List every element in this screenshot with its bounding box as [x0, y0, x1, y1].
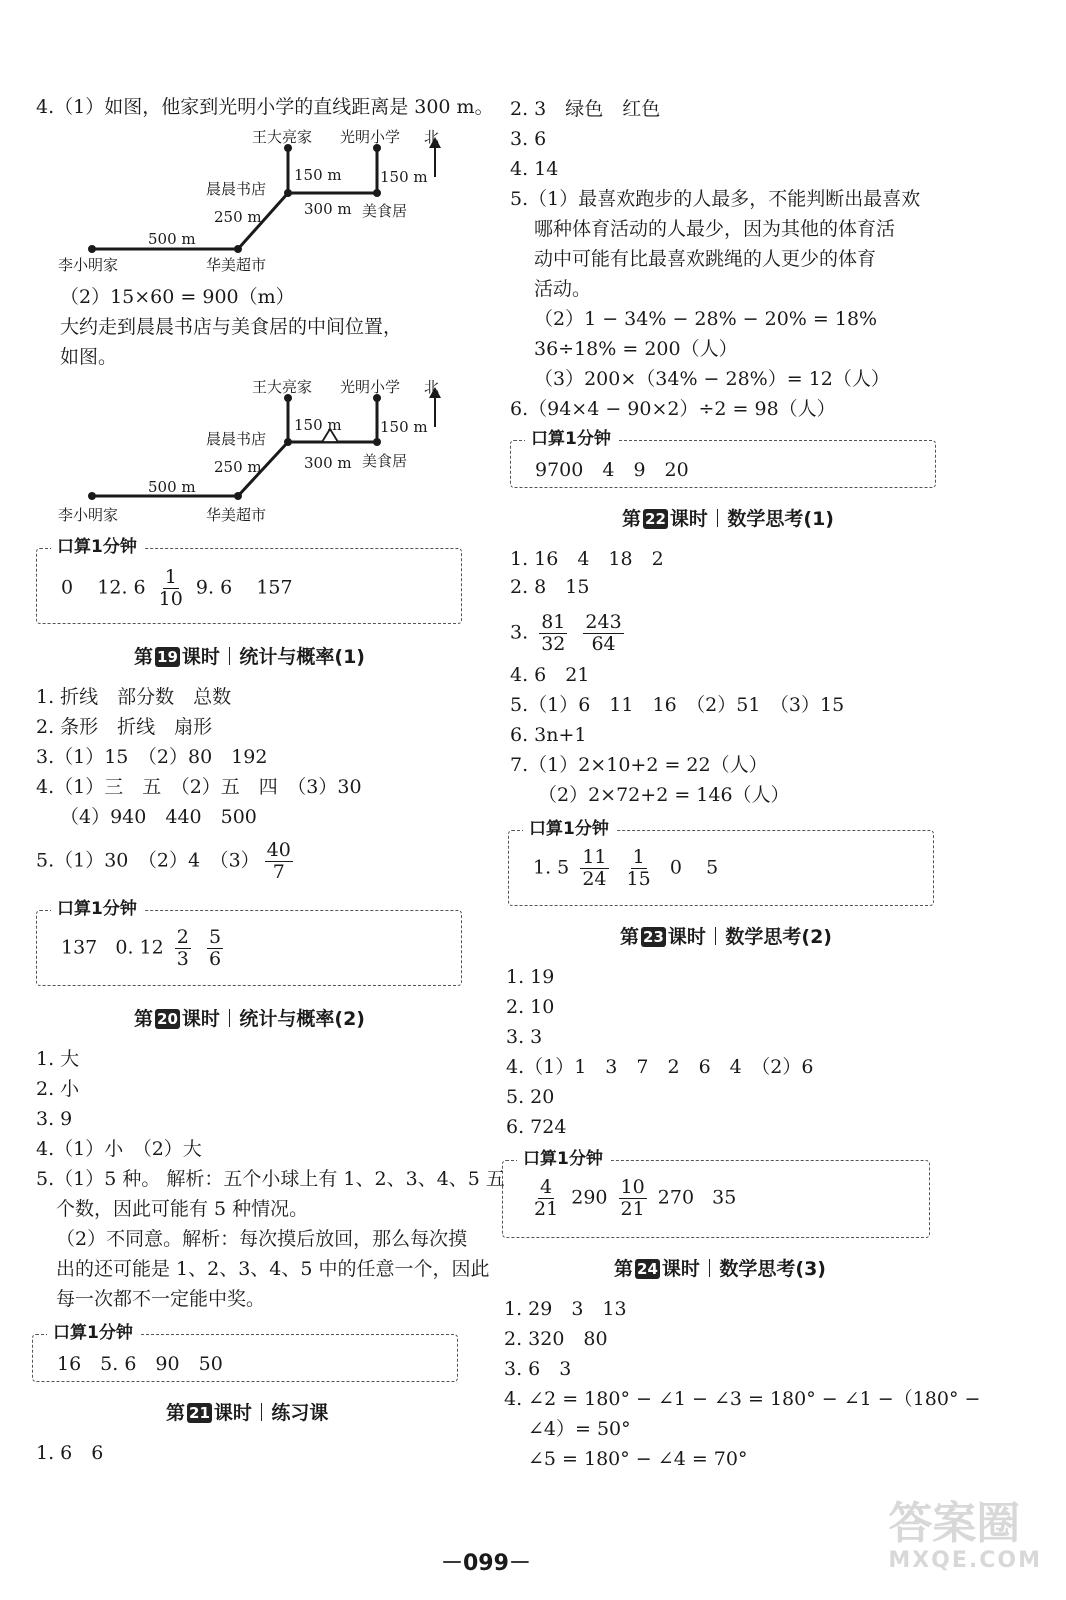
label2-north: 北	[424, 378, 440, 396]
label2-d150a: 150 m	[294, 416, 342, 434]
fraction-denominator: 24	[582, 868, 607, 890]
label2-guangming: 光明小学	[340, 378, 401, 396]
answer-line: ∠4）= 50°	[528, 1418, 631, 1440]
oral-box-2	[36, 899, 462, 986]
label-li: 李小明家	[58, 256, 119, 274]
section-title: 统计与概率(2)	[239, 1008, 365, 1030]
fraction	[583, 612, 623, 655]
oral-value: 9. 6	[195, 576, 233, 599]
label-wang: 王大亮家	[252, 128, 313, 146]
answer-line: 2. 10	[506, 996, 555, 1018]
section-heading-24	[614, 1256, 826, 1282]
fraction-numerator: 1	[164, 566, 177, 588]
map2-point-huamei	[234, 492, 242, 500]
answer-line: 1. 19	[506, 966, 555, 988]
fraction-denominator: 10	[158, 588, 183, 610]
label2-d500: 500 m	[148, 478, 196, 496]
fraction-numerator: 1	[632, 846, 645, 868]
oral-value: 0. 12	[115, 936, 164, 959]
label-d300: 300 m	[304, 200, 352, 218]
oral-content-1	[61, 567, 293, 610]
fraction-denominator: 64	[591, 633, 616, 655]
answer-line: 4. ∠2 = 180° − ∠1 − ∠3 = 180° − ∠1 −（180° −	[504, 1388, 981, 1410]
fraction-denominator: 21	[620, 1198, 645, 1220]
heading-prefix: 第	[134, 1008, 154, 1030]
answer-line: ∠5 = 180° − ∠4 = 70°	[528, 1448, 748, 1470]
oral-value: 0	[61, 576, 74, 599]
answer-line: 3. 6	[510, 128, 547, 150]
label-huamei: 华美超市	[206, 256, 267, 274]
heading-prefix: 第	[614, 1258, 634, 1280]
oral-box-1	[36, 537, 462, 624]
label2-d250: 250 m	[214, 458, 262, 476]
oral-value: 35	[712, 1186, 737, 1209]
map2-point-li	[88, 492, 96, 500]
fraction-denominator: 32	[541, 633, 566, 655]
fraction-numerator: 81	[541, 611, 566, 633]
oral-content-2	[61, 927, 228, 970]
answer-line-q5	[36, 840, 298, 883]
label2-d150b: 150 m	[380, 418, 428, 436]
answer-line: 5.（1）5 种。 解析：五个小球上有 1、2、3、4、5 五	[36, 1168, 505, 1190]
map-point-meishi	[373, 189, 381, 197]
label-d250: 250 m	[214, 208, 262, 226]
fraction-denominator: 21	[534, 1198, 559, 1220]
fraction-numerator: 5	[208, 926, 222, 948]
watermark-text: MXQE.COM	[888, 1548, 1042, 1573]
heading-suffix: 课时	[669, 508, 708, 530]
oral-content-4: 9700 4 9 20	[535, 459, 689, 481]
q4-2c: 如图。	[60, 346, 118, 368]
section-title: 数学思考(2)	[725, 926, 832, 948]
oral-box-6	[502, 1149, 930, 1238]
answer-line: 活动。	[534, 278, 592, 300]
oral-content-3: 16 5. 6 90 50	[57, 1353, 223, 1375]
map2-point-meishi	[373, 438, 381, 446]
fraction-denominator: 15	[626, 868, 651, 890]
section-heading-19	[134, 644, 365, 670]
answer-line: （2）1 − 34% − 28% − 20% = 18%	[534, 308, 878, 330]
section-title: 数学思考(3)	[719, 1258, 826, 1280]
heading-suffix: 课时	[181, 646, 220, 668]
lesson-number-badge: 23	[643, 928, 664, 946]
fraction	[532, 1177, 560, 1220]
answer-line: 2. 小	[36, 1078, 80, 1100]
answer-line: 3. 9	[36, 1108, 73, 1130]
section-title: 练习课	[271, 1402, 329, 1424]
map-point-huamei	[234, 245, 242, 253]
oral-value: 1. 5	[533, 856, 570, 879]
lesson-number-badge: 24	[637, 1260, 658, 1278]
heading-suffix: 课时	[667, 926, 706, 948]
q4-2a: （2）15×60 = 900（m）	[60, 286, 295, 308]
answer-line: 4.（1）小 （2）大	[36, 1138, 202, 1160]
divider	[715, 927, 717, 945]
fraction-numerator: 40	[266, 839, 291, 861]
heading-suffix: 课时	[181, 1008, 220, 1030]
fraction	[175, 927, 191, 970]
oral-title: 口算1分钟	[47, 1322, 139, 1344]
label-d500: 500 m	[148, 230, 196, 248]
fraction-denominator: 7	[272, 861, 285, 883]
fraction-numerator: 10	[620, 1176, 645, 1198]
answer-line-q3	[510, 612, 629, 655]
fraction-denominator: 3	[176, 948, 189, 970]
answer-line: 5.（1）最喜欢跑步的人最多，不能判断出最喜欢	[510, 188, 921, 210]
answer-line: 6. 724	[506, 1116, 567, 1138]
lesson-number-badge: 20	[157, 1010, 178, 1028]
fraction-numerator: 243	[585, 611, 622, 633]
answer-line: 5. 20	[506, 1086, 555, 1108]
answer-line: 4. 14	[510, 158, 559, 180]
section-title: 统计与概率(1)	[239, 646, 365, 668]
route-map-1	[50, 122, 450, 292]
label2-meishi: 美食居	[362, 452, 408, 470]
oral-title: 口算1分钟	[525, 428, 617, 450]
page-number: －099－	[441, 1551, 531, 1576]
divider	[229, 647, 231, 665]
lesson-number-badge: 21	[189, 1404, 210, 1422]
lesson-number-badge: 22	[645, 510, 666, 528]
map-point-li	[88, 245, 96, 253]
fraction	[625, 847, 653, 890]
answer-line: 1. 大	[36, 1048, 80, 1070]
answer-line: 1. 16 4 18 2	[510, 548, 664, 570]
section-title: 数学思考(1)	[727, 508, 834, 530]
oral-title: 口算1分钟	[517, 1148, 609, 1170]
label2-huamei: 华美超市	[206, 506, 267, 524]
answer-line: （4）940 440 500	[60, 806, 257, 828]
answer-line: 3. 3	[506, 1026, 543, 1048]
label-north: 北	[424, 128, 440, 146]
answer-line: 出的还可能是 1、2、3、4、5 中的任意一个，因此	[56, 1258, 490, 1280]
answer-line: 36÷18% = 200（人）	[534, 338, 738, 360]
heading-prefix: 第	[134, 646, 154, 668]
oral-value: 157	[256, 576, 293, 599]
answer-line: 6.（94×4 − 90×2）÷2 = 98（人）	[510, 398, 836, 420]
label-d150a: 150 m	[294, 166, 342, 184]
section-heading-21	[166, 1400, 328, 1426]
heading-prefix: 第	[166, 1402, 186, 1424]
fraction	[265, 840, 293, 883]
section-heading-23	[620, 924, 832, 950]
heading-suffix: 课时	[661, 1258, 700, 1280]
label-d150b: 150 m	[380, 168, 428, 186]
answer-line: （2）不同意。解析：每次摸后放回，那么每次摸	[56, 1228, 468, 1250]
answer-line: 6. 3n+1	[510, 724, 587, 746]
heading-prefix: 第	[622, 508, 642, 530]
q4-2b: 大约走到晨晨书店与美食居的中间位置，	[60, 316, 403, 338]
oral-value: 12. 6	[97, 576, 146, 599]
oral-value: 0	[669, 856, 682, 879]
oral-content-5	[533, 847, 718, 890]
answer-line: 5.（1）6 11 16 （2）51 （3）15	[510, 694, 845, 716]
label-guangming: 光明小学	[340, 128, 401, 146]
oral-value: 290	[571, 1186, 608, 1209]
divider	[717, 509, 719, 527]
oral-box-5	[508, 819, 934, 906]
answer-line: 7.（1）2×10+2 = 22（人）	[510, 754, 768, 776]
label2-d300: 300 m	[304, 454, 352, 472]
answer-line: 个数，因此可能有 5 种情况。	[56, 1198, 309, 1220]
answer-line: 3.（1）15 （2）80 192	[36, 746, 268, 768]
fraction	[619, 1177, 647, 1220]
oral-value: 270	[657, 1186, 695, 1209]
fraction-numerator: 2	[176, 926, 189, 948]
oral-content-6	[527, 1177, 736, 1220]
map2-point-chenchen	[284, 438, 292, 446]
fraction	[157, 567, 185, 610]
answer-line: 1. 29 3 13	[504, 1298, 627, 1320]
answer-line: 哪种体育活动的人最少，因为其他的体育活	[534, 218, 896, 240]
lesson-number-badge: 19	[157, 648, 178, 666]
watermark	[888, 1500, 1042, 1573]
fraction-numerator: 11	[582, 846, 607, 868]
label2-li: 李小明家	[58, 506, 119, 524]
answer-line: 2. 320 80	[504, 1328, 608, 1350]
divider	[709, 1259, 711, 1277]
oral-box-4	[510, 429, 936, 488]
oral-title: 口算1分钟	[51, 536, 143, 558]
answer-line: 1. 6 6	[36, 1442, 104, 1464]
label2-wang: 王大亮家	[252, 378, 313, 396]
answer-line: 2. 条形 折线 扇形	[36, 716, 213, 738]
label-meishi: 美食居	[362, 202, 408, 220]
fraction	[539, 612, 567, 655]
section-heading-22	[622, 506, 834, 532]
route-map-2	[50, 372, 450, 542]
answer-line: 4.（1）三 五 （2）五 四 （3）30	[36, 776, 362, 798]
label2-chenchen: 晨晨书店	[206, 430, 267, 448]
fraction	[207, 927, 223, 970]
oral-value: 137	[61, 936, 98, 959]
divider	[261, 1403, 263, 1421]
watermark-logo-icon: 答案圈	[888, 1498, 1021, 1549]
section-heading-20	[134, 1006, 365, 1032]
fraction	[580, 847, 608, 890]
fraction-numerator: 4	[540, 1176, 553, 1198]
answer-line: 4. 6 21	[510, 664, 590, 686]
answer-text: 3.	[510, 621, 529, 644]
divider	[229, 1009, 231, 1027]
answer-line: （2）2×72+2 = 146（人）	[538, 784, 790, 806]
answer-line: 3. 6 3	[504, 1358, 572, 1380]
answer-text: 5.（1）30 （2）4 （3）	[36, 849, 260, 872]
map-point-chenchen	[284, 189, 292, 197]
label-chenchen: 晨晨书店	[206, 180, 267, 198]
oral-value: 5	[706, 856, 719, 879]
answer-line: 1. 折线 部分数 总数	[36, 686, 232, 708]
heading-suffix: 课时	[213, 1402, 252, 1424]
fraction-denominator: 6	[208, 948, 222, 970]
answer-line: 4.（1）1 3 7 2 6 4 （2）6	[506, 1056, 814, 1078]
oral-title: 口算1分钟	[51, 898, 143, 920]
answer-line: 动中可能有比最喜欢跳绳的人更少的体育	[534, 248, 877, 270]
answer-line: （3）200×（34% − 28%）= 12（人）	[534, 368, 890, 390]
oral-box-3	[32, 1323, 458, 1382]
answer-line: 2. 3 绿色 红色	[510, 98, 661, 120]
q4-line: 4.（1）如图，他家到光明小学的直线距离是 300 m。	[36, 96, 494, 118]
answer-line: 每一次都不一定能中奖。	[56, 1288, 266, 1310]
heading-prefix: 第	[620, 926, 640, 948]
oral-title: 口算1分钟	[523, 818, 615, 840]
answer-line: 2. 8 15	[510, 576, 590, 598]
